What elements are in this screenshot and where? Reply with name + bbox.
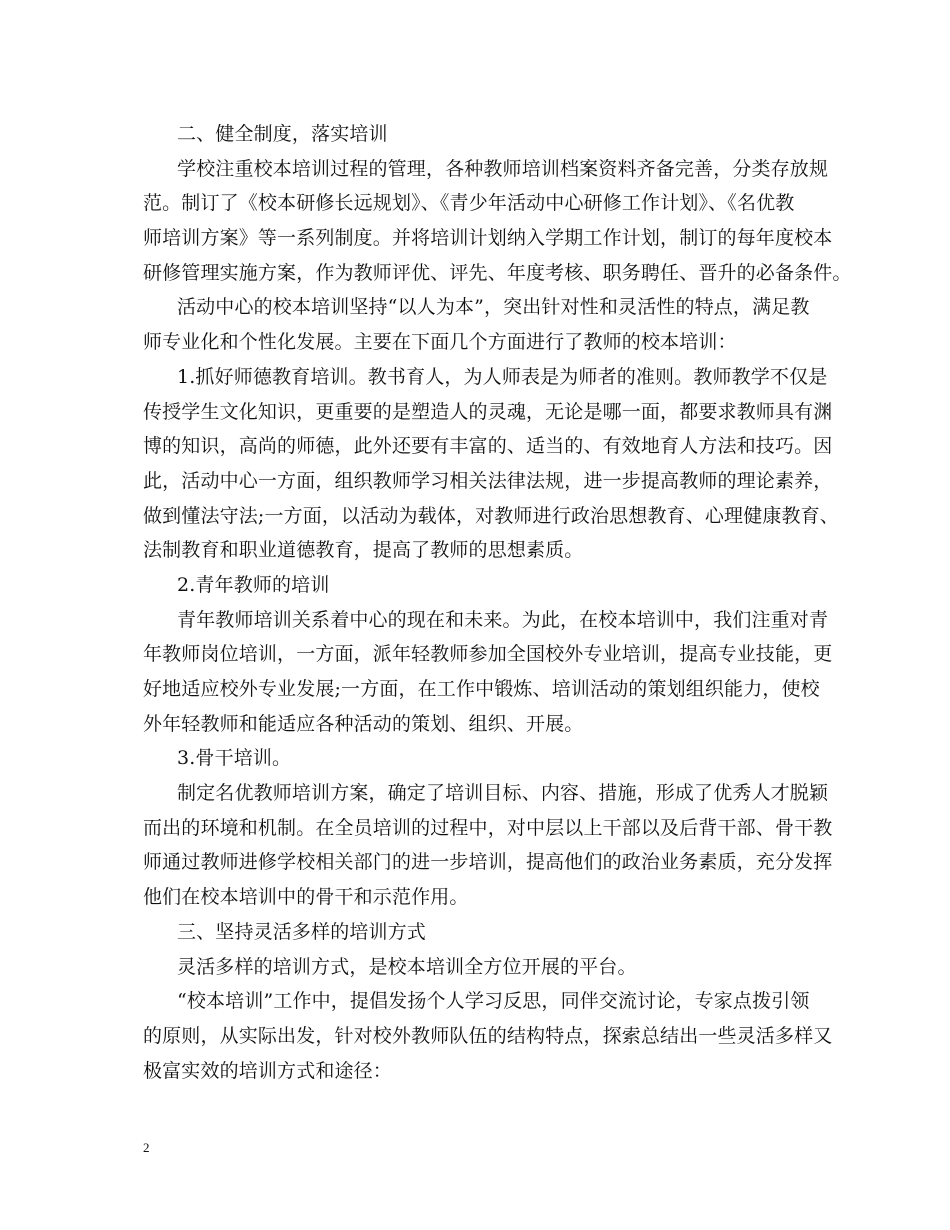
paragraph-line: 师培训方案》等一系列制度。并将培训计划纳入学期工作计划，制订的每年度校本 <box>143 227 833 250</box>
section-heading: 三、坚持灵活多样的培训方式 <box>177 920 426 943</box>
paragraph-line: 博的知识，高尚的师德，此外还要有丰富的、适当的、有效地育人方法和技巧。因 <box>143 435 833 458</box>
paragraph-line: 而出的环境和机制。在全员培训的过程中，对中层以上干部以及后背干部、骨干教 <box>143 816 833 839</box>
paragraph-line: 研修管理实施方案，作为教师评优、评先、年度考核、职务聘任、晋升的必备条件。 <box>143 261 852 284</box>
paragraph-line: 1.抓好师德教育培训。教书育人，为人师表是为师者的准则。教师教学不仅是 <box>177 365 828 388</box>
paragraph-line: 制定名优教师培训方案，确定了培训目标、内容、措施，形成了优秀人才脱颖 <box>177 782 829 805</box>
paragraph-line: 的原则，从实际出发，针对校外教师队伍的结构特点，探索总结出一些灵活多样又 <box>143 1024 833 1047</box>
paragraph-line: 他们在校本培训中的骨干和示范作用。 <box>143 886 469 909</box>
paragraph-line: 范。制订了《校本研修长远规划》、《青少年活动中心研修工作计划》、《名优教 <box>143 192 795 215</box>
paragraph-line: 外年轻教师和能适应各种活动的策划、组织、开展。 <box>143 712 584 735</box>
paragraph-line: “校本培训”工作中，提倡发扬个人学习反思，同伴交流讨论，专家点拨引领 <box>177 990 810 1013</box>
paragraph-line: 此，活动中心一方面，组织教师学习相关法律法规，进一步提高教师的理论素养， <box>143 469 833 492</box>
page-number: 2 <box>143 1140 150 1155</box>
paragraph-line: 年教师岗位培训，一方面，派年轻教师参加全国校外专业培训，提高专业技能，更 <box>143 643 833 666</box>
paragraph-line: 法制教育和职业道德教育，提高了教师的思想素质。 <box>143 539 584 562</box>
paragraph-line: 青年教师培训关系着中心的现在和未来。为此，在校本培训中，我们注重对青 <box>177 608 829 631</box>
subsection-heading: 2.青年教师的培训 <box>177 573 330 596</box>
paragraph-line: 活动中心的校本培训坚持“以人为本”，突出针对性和灵活性的特点，满足教 <box>177 296 810 319</box>
paragraph-line: 极富实效的培训方式和途径： <box>143 1059 392 1082</box>
paragraph-line: 灵活多样的培训方式，是校本培训全方位开展的平台。 <box>177 955 637 978</box>
paragraph-line: 好地适应校外专业发展;一方面，在工作中锻炼、培训活动的策划组织能力，使校 <box>143 678 820 700</box>
paragraph-line: 做到懂法守法;一方面，以活动为载体，对教师进行政治思想教育、心理健康教育、 <box>143 504 839 527</box>
paragraph-line: 师通过教师进修学校相关部门的进一步培训，提高他们的政治业务素质，充分发挥 <box>143 851 833 874</box>
paragraph-line: 传授学生文化知识，更重要的是塑造人的灵魂，无论是哪一面，都要求教师具有渊 <box>143 400 833 423</box>
subsection-heading: 3.骨干培训。 <box>177 747 292 770</box>
paragraph-line: 师专业化和个性化发展。主要在下面几个方面进行了教师的校本培训： <box>143 331 737 354</box>
section-heading: 二、健全制度，落实培训 <box>177 123 388 145</box>
document-body <box>143 117 852 1088</box>
paragraph-line: 学校注重校本培训过程的管理，各种教师培训档案资料齐备完善，分类存放规 <box>177 157 829 180</box>
